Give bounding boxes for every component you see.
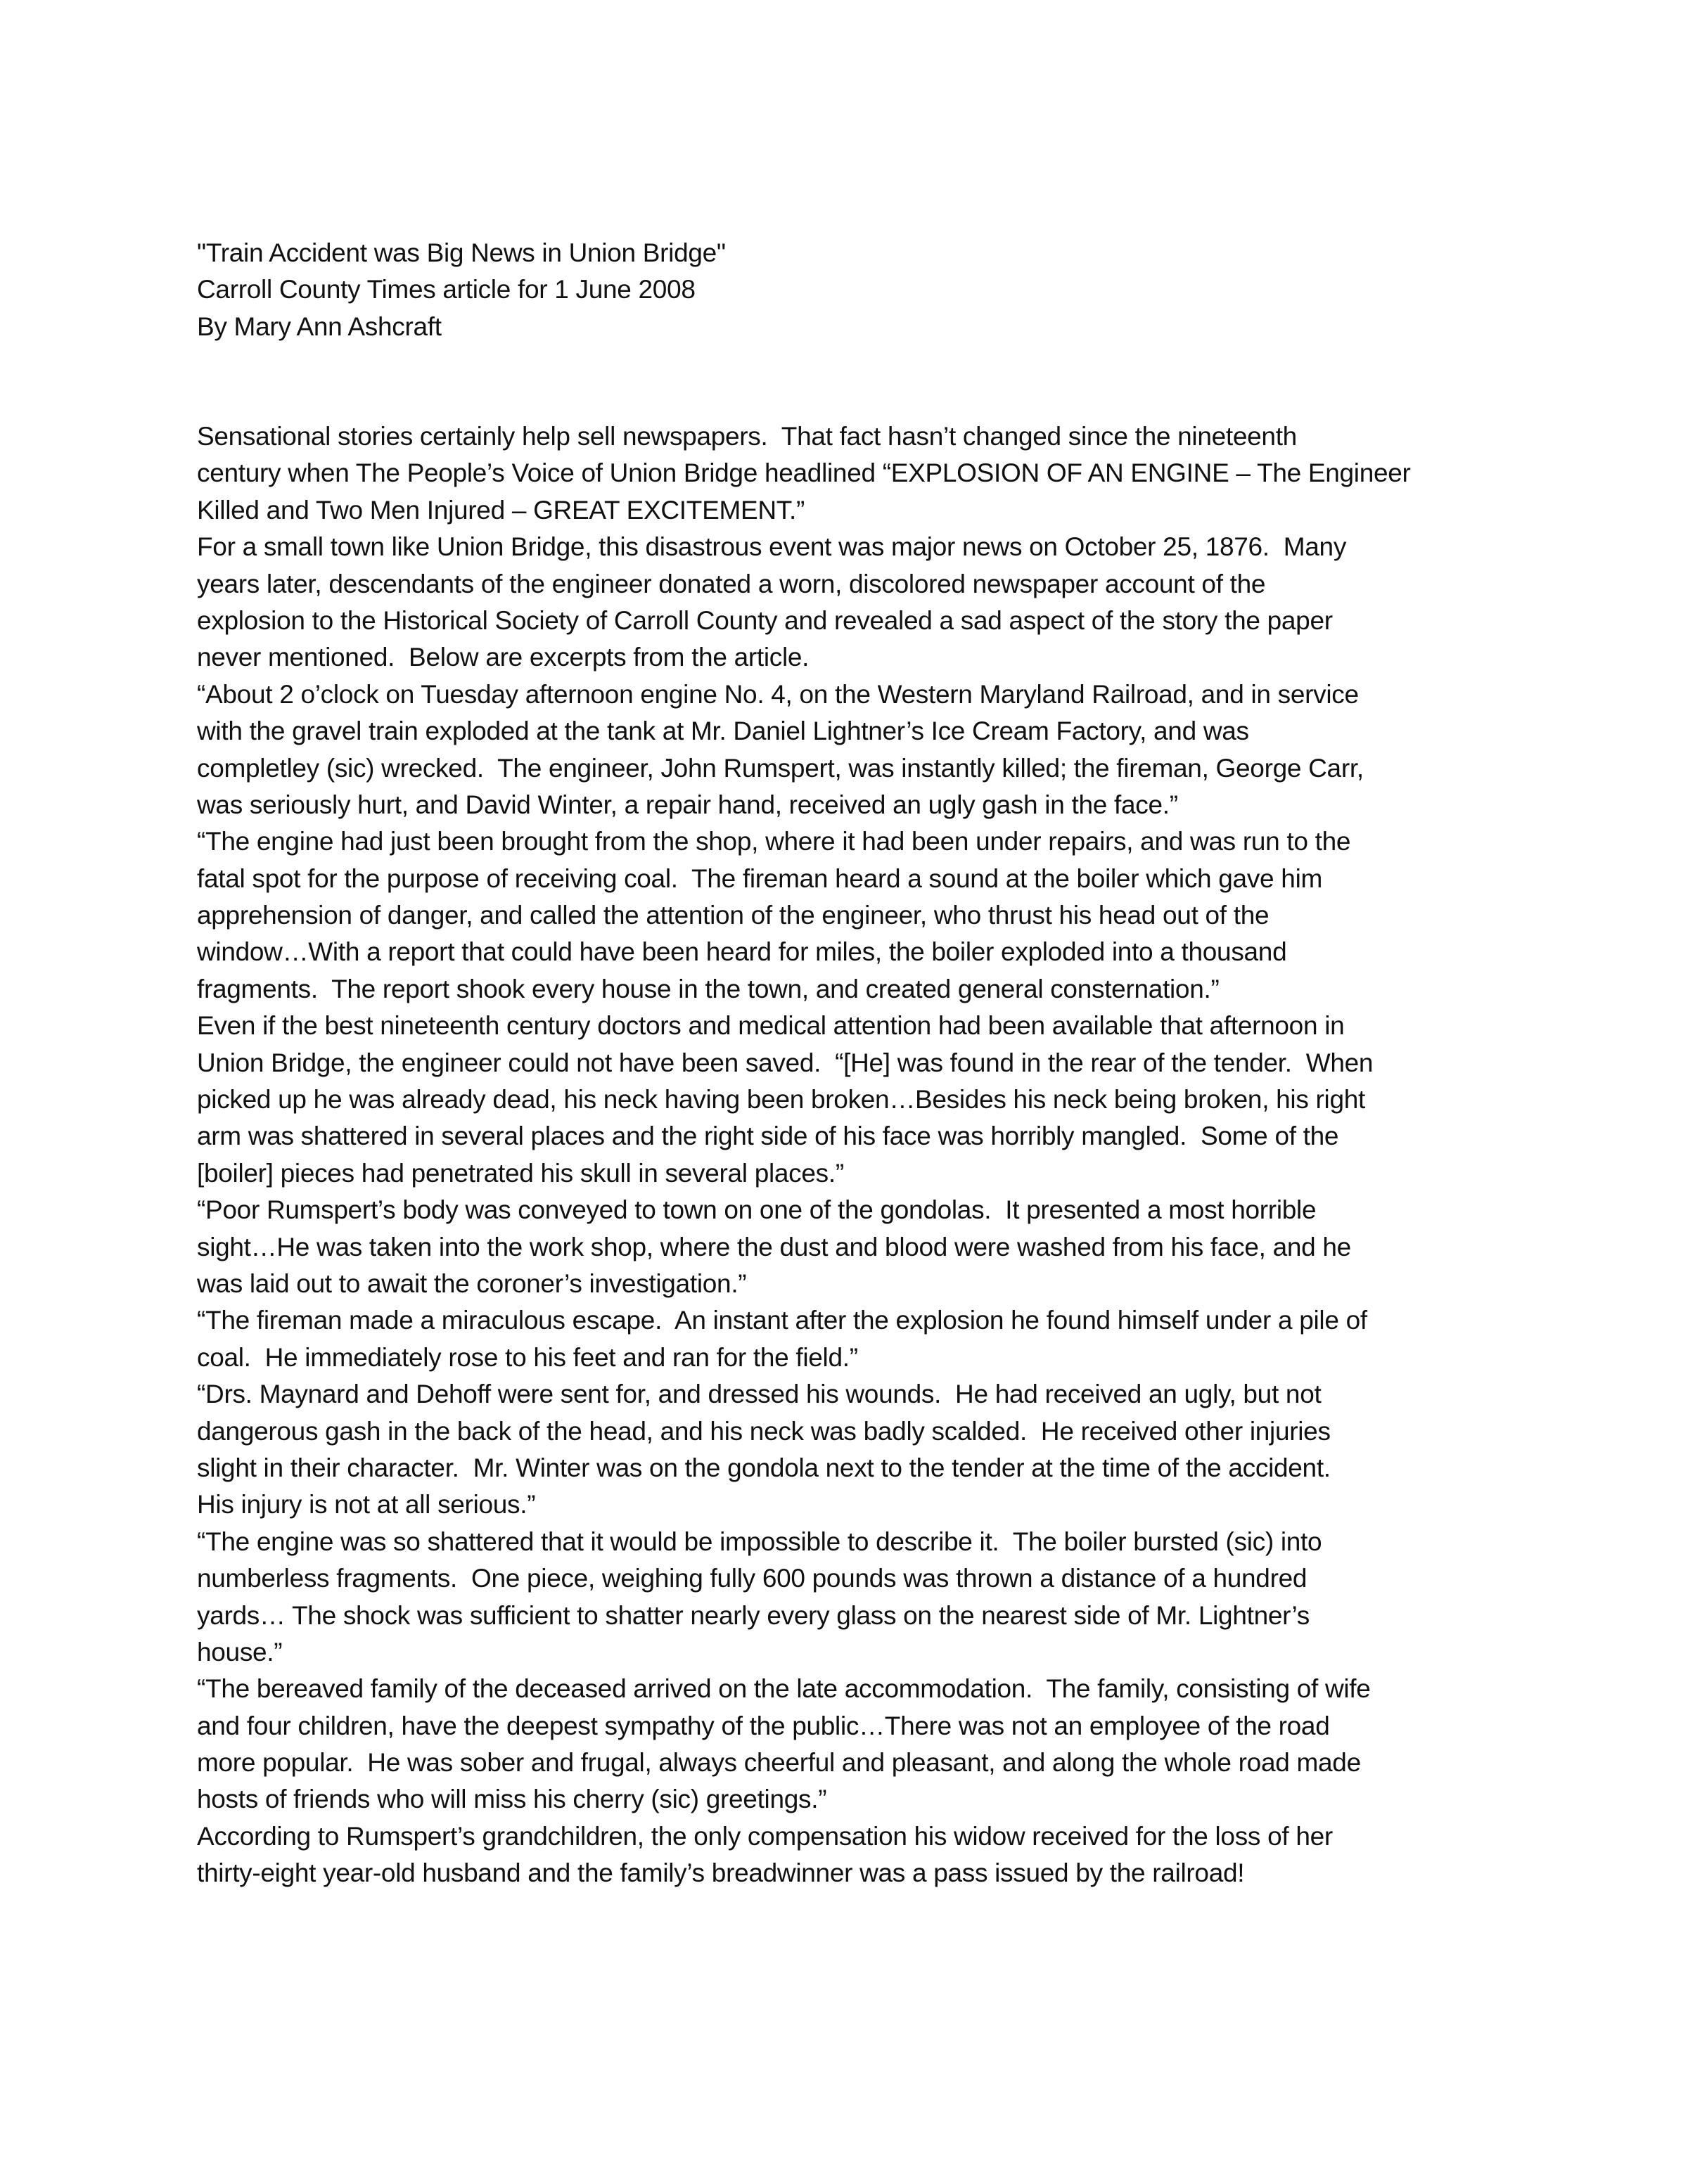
text-line: Sensational stories certainly help sell newspapers. That fact hasn’t changed since the nineteenth: [197, 422, 1297, 451]
text-line: hosts of friends who will miss his cherry (sic) greetings.”: [197, 1785, 827, 1814]
text-line: Even if the best nineteenth century doctors and medical attention had been available that afternoon in: [197, 1011, 1345, 1041]
paragraph: [197, 676, 1411, 824]
text-line: Killed and Two Men Injured – GREAT EXCITEMENT.”: [197, 495, 805, 525]
article-title: "Train Accident was Big News in Union Bridge": [197, 238, 726, 267]
text-line: yards… The shock was sufficient to shatter nearly every glass on the nearest side of Mr. Lightner’s: [197, 1600, 1310, 1630]
paragraph: [197, 529, 1411, 676]
text-line: window…With a report that could have been heard for miles, the boiler exploded into a thousand: [197, 937, 1287, 967]
article-body: [197, 418, 1411, 1892]
text-line: and four children, have the deepest sympathy of the public…There was not an employee of the road: [197, 1711, 1330, 1740]
text-line: numberless fragments. One piece, weighing fully 600 pounds was thrown a distance of a hundred: [197, 1564, 1307, 1593]
paragraph: [197, 1192, 1411, 1302]
article-source: Carroll County Times article for 1 June 2008: [197, 275, 696, 304]
text-line: slight in their character. Mr. Winter was on the gondola next to the tender at the time of the accident.: [197, 1453, 1331, 1482]
text-line: was seriously hurt, and David Winter, a repair hand, received an ugly gash in the face.”: [197, 790, 1178, 819]
text-line: never mentioned. Below are excerpts from the article.: [197, 643, 810, 672]
text-line: century when The People’s Voice of Union Bridge headlined “EXPLOSION OF AN ENGINE – The Engineer: [197, 458, 1411, 488]
text-line: “The engine was so shattered that it would be impossible to describe it. The boiler bursted (sic) into: [197, 1527, 1322, 1556]
paragraph: [197, 1376, 1411, 1524]
text-line: “Drs. Maynard and Dehoff were sent for, and dressed his wounds. He had received an ugly, but not: [197, 1380, 1322, 1409]
text-line: sight…He was taken into the work shop, where the dust and blood were washed from his face, and he: [197, 1232, 1351, 1261]
text-line: picked up he was already dead, his neck having been broken…Besides his neck being broken, his right: [197, 1085, 1366, 1115]
text-line: dangerous gash in the back of the head, and his neck was badly scalded. He received other injuries: [197, 1416, 1331, 1446]
article-byline: By Mary Ann Ashcraft: [197, 311, 442, 341]
text-line: coal. He immediately rose to his feet and ran for the field.”: [197, 1342, 858, 1372]
text-line: “The bereaved family of the deceased arrived on the late accommodation. The family, consisting of wife: [197, 1674, 1371, 1704]
article-header: [197, 235, 726, 345]
text-line: According to Rumspert’s grandchildren, the only compensation his widow received for the loss of her: [197, 1821, 1333, 1851]
text-line: For a small town like Union Bridge, this disastrous event was major news on October 25, 1876. Many: [197, 532, 1347, 562]
paragraph: [197, 1524, 1411, 1671]
text-line: “The fireman made a miraculous escape. An instant after the explosion he found himself under a pile of: [197, 1306, 1367, 1335]
paragraph: [197, 823, 1411, 1008]
text-line: [boiler] pieces had penetrated his skull in several places.”: [197, 1158, 844, 1188]
text-line: explosion to the Historical Society of Carroll County and revealed a sad aspect of the story the paper: [197, 605, 1333, 635]
paragraph: [197, 1302, 1411, 1376]
text-line: completley (sic) wrecked. The engineer, John Rumspert, was instantly killed; the fireman, George Carr,: [197, 753, 1364, 783]
paragraph: [197, 1818, 1411, 1892]
text-line: fragments. The report shook every house in the town, and created general consternation.”: [197, 974, 1220, 1003]
text-line: house.”: [197, 1637, 283, 1666]
text-line: apprehension of danger, and called the attention of the engineer, who thrust his head out of the: [197, 901, 1270, 930]
paragraph: [197, 418, 1411, 529]
text-line: years later, descendants of the engineer donated a worn, discolored newspaper account of the: [197, 569, 1266, 598]
text-line: more popular. He was sober and frugal, always cheerful and pleasant, and along the whole road made: [197, 1748, 1361, 1778]
text-line: Union Bridge, the engineer could not have been saved. “[He] was found in the rear of the tender. When: [197, 1048, 1374, 1077]
text-line: thirty-eight year-old husband and the family’s breadwinner was a pass issued by the railroad!: [197, 1858, 1245, 1888]
text-line: was laid out to await the coroner’s investigation.”: [197, 1268, 747, 1298]
text-line: “About 2 o’clock on Tuesday afternoon engine No. 4, on the Western Maryland Railroad, and in service: [197, 679, 1359, 709]
paragraph: [197, 1671, 1411, 1818]
text-line: arm was shattered in several places and the right side of his face was horribly mangled. Some of the: [197, 1122, 1339, 1151]
text-line: “The engine had just been brought from the shop, where it had been under repairs, and was run to the: [197, 827, 1351, 856]
text-line: “Poor Rumspert’s body was conveyed to town on one of the gondolas. It presented a most horrible: [197, 1195, 1317, 1225]
text-line: with the gravel train exploded at the tank at Mr. Daniel Lightner’s Ice Cream Factory, and was: [197, 717, 1249, 746]
text-line: His injury is not at all serious.”: [197, 1490, 536, 1520]
text-line: fatal spot for the purpose of receiving coal. The fireman heard a sound at the boiler which gave him: [197, 863, 1323, 893]
paragraph: [197, 1008, 1411, 1192]
